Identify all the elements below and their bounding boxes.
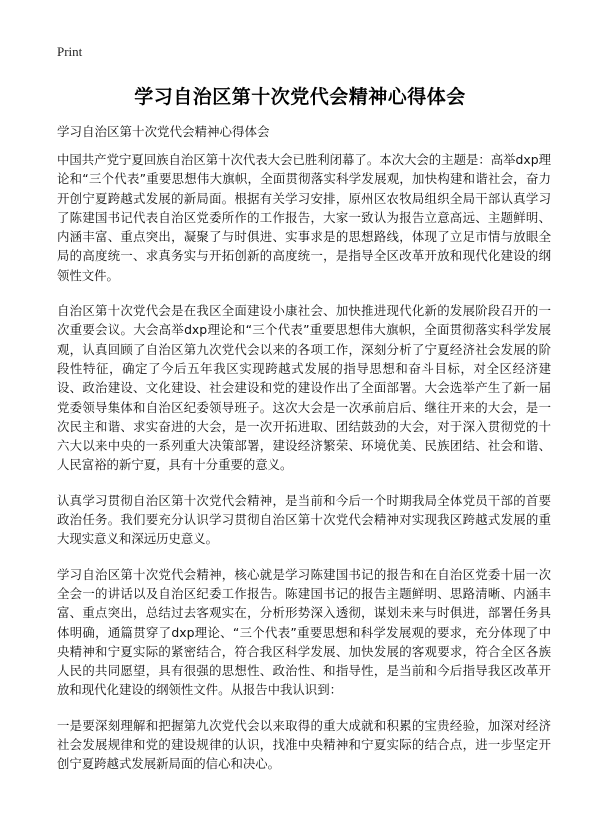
paragraph: 自治区第十次党代会是在我区全面建设小康社会、加快推进现代化新的发展阶段召开的一次重要会议。大会高举dxp理论和“三个代表”重要思想伟大旗帜，全面贯彻落实科学发展观，认真回顾了自治区第九次党代会以来的各项工作，深刻分析了宁夏经济社会发展的阶段性特征，确定了今后五年我区实现跨越式发展的指导思想和奋斗目标，对全区经济建设、政治建设、文化建设、社会建设和党的建设作出了全面部署。大会选举产生了新一届党委领导集体和自治区纪委领导班子。这次大会是一次承前启后、继往开来的大会，是一次民主和谐、求实奋进的大会，是一次开拓进取、团结鼓劲的大会，对于深入贯彻党的十六大以来中央的一系列重大决策部署，建设经济繁荣、环境优美、民族团结、社会和谐、人民富裕的新宁夏，具有十分重要的意义。 [57, 303, 551, 473]
paragraph: 学习自治区第十次党代会精神，核心就是学习陈建国书记的报告和在自治区党委十届一次全会一的讲话以及自治区纪委工作报告。陈建国书记的报告主题鲜明、思路清晰、内涵丰富、重点突出，总结过去客观实在，分析形势深入透彻，谋划未来与时俱进，部署任务具体明确，通篇贯穿了dxp理论、“三个代表”重要思想和科学发展观的要求，充分体现了中央精神和宁夏实际的紧密结合，符合我区科学发展、加快发展的客观要求，符合全区各族人民的共同愿望，具有很强的思想性、政治性、和指导性，是当前和今后指导我区改革开放和现代化建设的纲领性文件。从报告中我认识到： [57, 566, 551, 698]
document-subtitle: 学习自治区第十次党代会精神心得体会 [57, 124, 270, 139]
paragraph: 认真学习贯彻自治区第十次党代会精神，是当前和今后一个时期我局全体党员干部的首要政治任务。我们要充分认识学习贯彻自治区第十次党代会精神对实现我区跨越式发展的重大现实意义和深远历史意义。 [57, 492, 551, 547]
page-title: 学习自治区第十次党代会精神心得体会 [134, 86, 466, 108]
document-body [57, 150, 551, 790]
paragraph: 中国共产党宁夏回族自治区第十次代表大会已胜利闭幕了。本次大会的主题是：高举dxp理论和“三个代表”重要思想伟大旗帜，全面贯彻落实科学发展观，加快构建和谐社会，奋力开创宁夏跨越式发展的新局面。根据有关学习安排，原州区农牧局组织全局干部认真学习了陈建国书记代表自治区党委所作的工作报告，大家一致认为报告立意高远、主题鲜明、内涵丰富、重点突出，凝聚了与时俱进、实事求是的思想路线，体现了立足市情与放眼全局的高度统一、求真务实与开拓创新的高度统一，是指导全区改革开放和现代化建设的纲领性文件。 [57, 152, 551, 283]
print-link[interactable]: Print [57, 44, 83, 59]
paragraph: 一是要深刻理解和把握第九次党代会以来取得的重大成就和积累的宝贵经验，加深对经济社会发展规律和党的建设规律的认识，找准中央精神和宁夏实际的结合点，进一步坚定开创宁夏跨越式发展新局面的信心和决心。 [57, 717, 551, 772]
